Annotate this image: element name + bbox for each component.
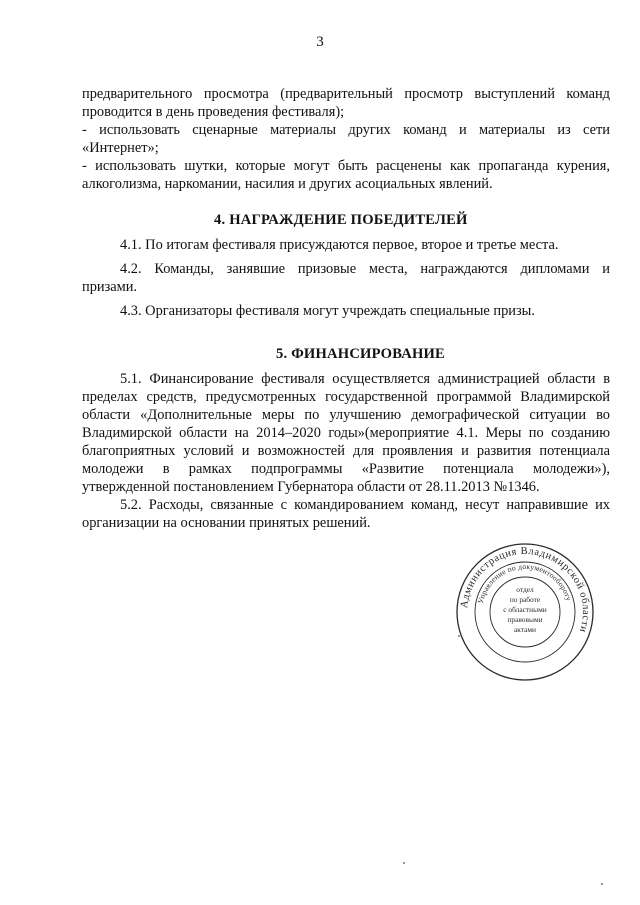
text-line: - использовать сценарные материалы других команд и материалы из сети (82, 122, 610, 138)
text-line: проводится в день проведения фестиваля); (82, 104, 345, 120)
section-4-heading: 4. НАГРАЖДЕНИЕ ПОБЕДИТЕЛЕЙ (214, 212, 468, 228)
stamp-center-line: с областными (503, 605, 547, 614)
stamp-inner-text: Управление по документообороту (475, 561, 574, 605)
text-line: предварительного просмотра (предварительный просмотр выступлений команд (82, 86, 610, 102)
text-line: алкоголизма, наркомании, насилия и других асоциальных явлений. (82, 176, 493, 192)
text-line: - использовать шутки, которые могут быть расценены как пропаганда курения, (82, 158, 610, 174)
paragraph-5-1-line: молодежи в рамках подпрограммы «Развитие потенциала молодежи»), (82, 461, 610, 477)
paragraph-5-2-line: 5.2. Расходы, связанные с командированием команд, несут направившие их (120, 497, 610, 513)
section-5-heading: 5. ФИНАНСИРОВАНИЕ (276, 346, 445, 362)
page-number: 3 (316, 34, 324, 50)
paragraph-5-1-line: 5.1. Финансирование фестиваля осуществляется администрацией области в (120, 371, 610, 387)
paragraph-4-2-line: 4.2. Команды, занявшие призовые места, награждаются дипломами и (120, 261, 610, 277)
stamp-center-line: отдел (516, 585, 534, 594)
paragraph-5-1-line: утвержденной постановлением Губернатора области от 28.11.2013 №1346. (82, 479, 540, 495)
stamp-outer-text: Администрация Владимирской области (459, 545, 592, 634)
stamp-center-line: правовыми (507, 615, 543, 624)
paragraph-4-1: 4.1. По итогам фестиваля присуждаются первое, второе и третье места. (120, 237, 559, 253)
paragraph-5-1-line: пределах средств, предусмотренных государственной программой Владимирской (82, 389, 610, 405)
paragraph-5-1-line: области «Дополнительные меры по улучшению демографической ситуации во (82, 407, 610, 423)
paragraph-5-1-line: Владимирской области на 2014–2020 годы»(мероприятие 4.1. Меры по созданию (82, 425, 610, 441)
scan-speck (403, 862, 405, 864)
stamp-center-line: актами (513, 625, 537, 634)
stamp-center-line: по работе (509, 595, 541, 604)
official-stamp (455, 542, 595, 682)
scan-speck (458, 635, 460, 637)
paragraph-4-2-line: призами. (82, 279, 138, 295)
paragraph-5-1-line: благоприятных условий и возможностей для проявления и развития потенциала (82, 443, 610, 459)
paragraph-5-2-line: организации на основании принятых решений. (82, 515, 371, 531)
text-line: «Интернет»; (82, 140, 159, 156)
paragraph-4-3: 4.3. Организаторы фестиваля могут учреждать специальные призы. (120, 303, 535, 319)
scan-speck (601, 883, 603, 885)
